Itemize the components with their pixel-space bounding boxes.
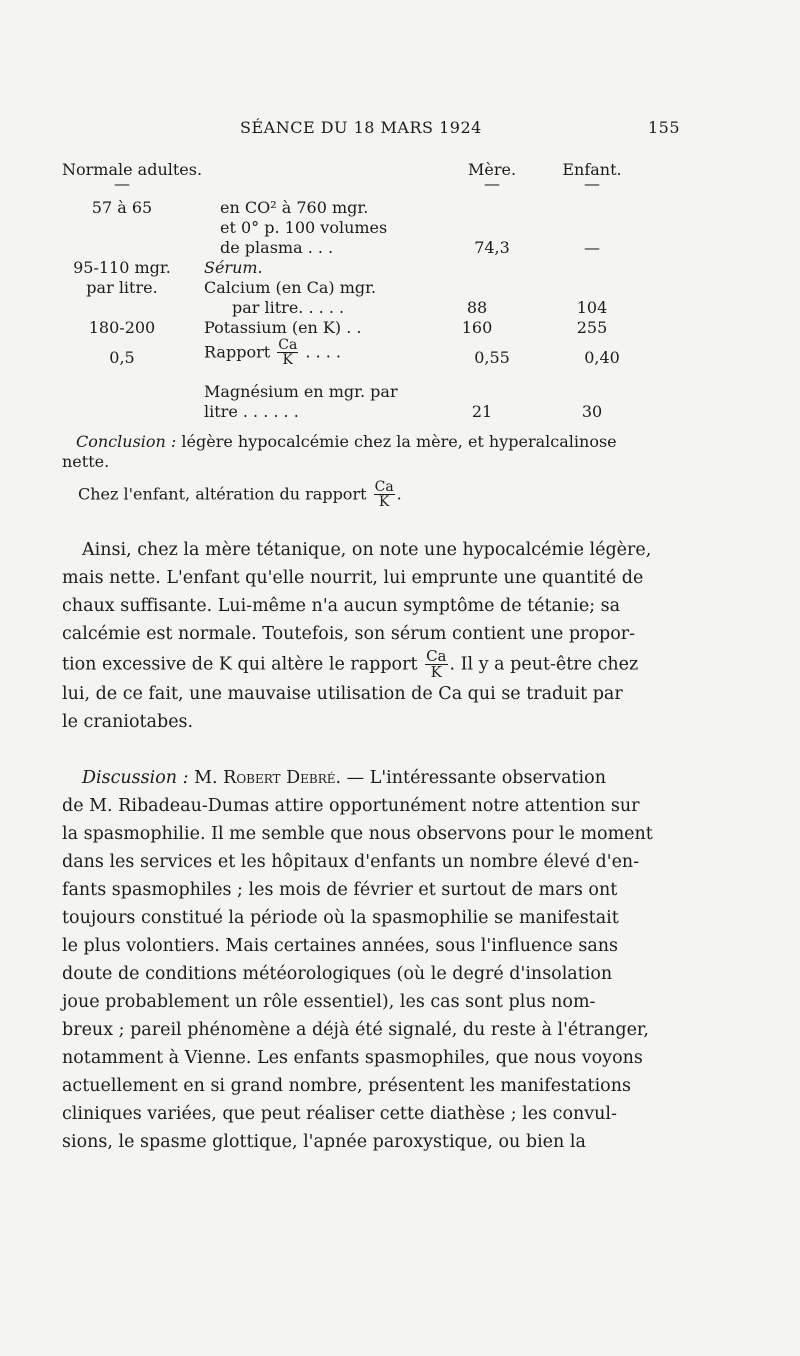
text-line: sions, le spasme glottique, l'apnée paroxystique, ou bien la — [62, 1132, 586, 1152]
cell-normal: 180-200 — [88, 318, 156, 337]
text-line: mais nette. L'enfant qu'elle nourrit, lui emprunte une quantité de — [62, 568, 644, 588]
fraction-ca-k — [425, 649, 447, 680]
col-header-mere: Mère. — [467, 160, 517, 179]
discussion-first-line — [62, 764, 664, 792]
fraction-numerator: Ca — [374, 479, 394, 495]
text-line: cliniques variées, que peut réaliser cette diathèse ; les convul- — [62, 1104, 617, 1124]
fraction-denominator: K — [430, 663, 442, 681]
leader-dots: . . . . — [305, 342, 342, 362]
paragraph-discussion — [62, 764, 664, 1156]
fraction-denominator: K — [282, 352, 294, 368]
fraction-denominator: K — [378, 494, 390, 510]
text-line-with-fraction — [62, 648, 664, 680]
fraction-numerator: Ca — [278, 337, 298, 353]
text-line: toujours constitué la période où la spasmophilie se manifestait — [62, 908, 619, 928]
cell-normal: 0,5 — [109, 348, 135, 367]
row-label: Sérum. — [204, 258, 263, 277]
paragraph-findings — [62, 536, 664, 736]
cell-mere: 74,3 — [474, 238, 510, 257]
text-line: lui, de ce fait, une mauvaise utilisation de Ca qui se traduit par — [62, 684, 623, 704]
row-label: de plasma . . . — [220, 238, 334, 257]
cell-enfant: 104 — [576, 298, 608, 317]
text-line: fants spasmophiles ; les mois de février et surtout de mars ont — [62, 880, 618, 900]
conclusion-child-line: Chez l'enfant, altération du rapport $\frac{Ca}{K}$ . — [78, 479, 402, 510]
conclusion-text: nette. — [62, 452, 110, 471]
row-label: Magnésium en mgr. par — [204, 382, 398, 401]
text-line: actuellement en si grand nombre, présentent les manifestations — [62, 1076, 631, 1096]
cell-normal: par litre. — [86, 278, 158, 297]
text-line: . Il y a peut-être chez — [449, 654, 639, 675]
cell-enfant: 30 — [581, 402, 603, 421]
col-header-enfant: Enfant. — [562, 160, 622, 179]
header-dash: — — [584, 174, 600, 193]
cell-enfant: — — [584, 238, 600, 257]
cell-normal: 95-110 mgr. — [73, 258, 171, 277]
cell-normal: 57 à 65 — [91, 198, 153, 217]
text-line: doute de conditions météorologiques (où le degré d'insolation — [62, 964, 613, 984]
text-line: Ainsi, chez la mère tétanique, on note une hypocalcémie légère, — [82, 540, 652, 560]
fraction-ca-k — [277, 338, 298, 367]
text-line: tion excessive de K qui altère le rapport — [62, 654, 418, 675]
row-label: et 0° p. 100 volumes — [220, 218, 388, 237]
text-line: notamment à Vienne. Les enfants spasmophiles, que nous voyons — [62, 1048, 643, 1068]
page-number: 155 — [647, 118, 680, 137]
conclusion-text: légère hypocalcémie chez la mère, et hyperalcalinose — [181, 432, 617, 451]
row-label: Calcium (en Ca) mgr. — [204, 278, 377, 297]
discussion-label: Discussion : — [82, 768, 189, 788]
cell-enfant: 255 — [576, 318, 608, 337]
running-title: SÉANCE DU 18 MARS 1924 — [240, 118, 482, 137]
text-line: breux ; pareil phénomène a déjà été signalé, du reste à l'étranger, — [62, 1020, 649, 1040]
row-label: litre . . . . . . — [204, 402, 299, 421]
text-line: de M. Ribadeau-Dumas attire opportunément notre attention sur — [62, 796, 640, 816]
cell-enfant: 0,40 — [584, 348, 620, 367]
fraction-numerator: Ca — [426, 647, 447, 665]
row-label: en CO² à 760 mgr. — [220, 198, 369, 217]
text-line: dans les services et les hôpitaux d'enfants un nombre élevé d'en- — [62, 852, 640, 872]
ratio-label — [204, 338, 341, 367]
cell-mere: 88 — [466, 298, 488, 317]
col-header-normal: Normale adultes. — [62, 160, 203, 179]
text-line: le craniotabes. — [62, 712, 194, 732]
header-dash: — — [114, 174, 130, 193]
row-label: Rapport — [204, 342, 271, 362]
text-line: joue probablement un rôle essentiel), les cas sont plus nom- — [62, 992, 596, 1012]
text-line: — L'intéressante observation — [346, 768, 606, 788]
text-line: calcémie est normale. Toutefois, son sérum contient une propor- — [62, 624, 636, 644]
conclusion-label: Conclusion : — [76, 432, 177, 451]
header-dash: — — [484, 174, 500, 193]
conclusion-line — [62, 432, 702, 452]
row-label: Potassium (en K) . . — [204, 318, 362, 337]
text-line: la spasmophilie. Il me semble que nous observons pour le moment — [62, 824, 653, 844]
cell-mere: 21 — [471, 402, 493, 421]
row-label: par litre. . . . . — [232, 298, 345, 317]
cell-mere: 0,55 — [474, 348, 510, 367]
text-line: chaux suffisante. Lui-même n'a aucun symptôme de tétanie; sa — [62, 596, 621, 616]
conclusion-child-text: Chez l'enfant, altération du rapport — [78, 484, 367, 504]
text-line: le plus volontiers. Mais certaines années, sous l'influence sans — [62, 936, 619, 956]
speaker-name: M. Robert Debré. — [194, 768, 342, 788]
cell-mere: 160 — [461, 318, 493, 337]
fraction-ca-k — [374, 480, 395, 509]
